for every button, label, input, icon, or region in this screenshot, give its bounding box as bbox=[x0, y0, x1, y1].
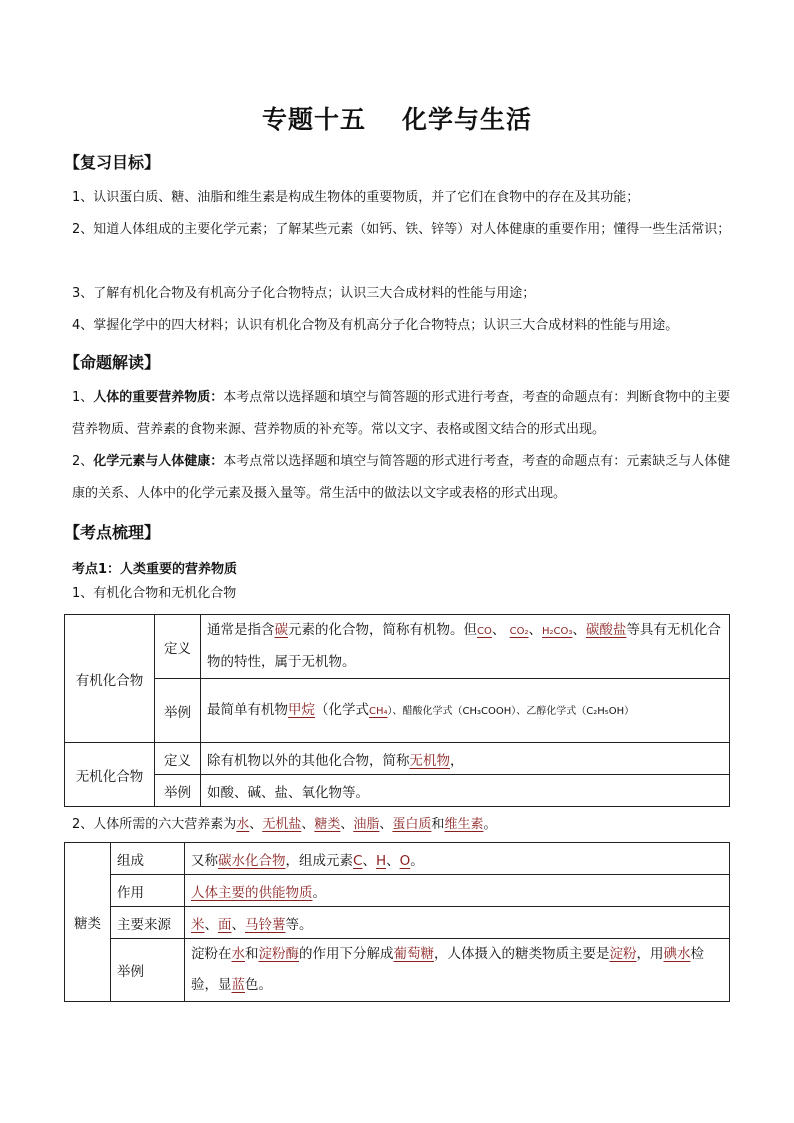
table-row bbox=[65, 615, 730, 679]
cell-example-label: 举例 bbox=[155, 679, 201, 743]
section-key-points: 【考点梳理】 bbox=[64, 523, 161, 542]
interpretation-2-heading: 化学元素与人体健康： bbox=[93, 454, 224, 469]
cell-organic-example: 最简单有机物甲烷（化学式CH₄）、醋酸化学式（CH₃COOH）、乙醇化学式（C₂H₅OH） bbox=[201, 679, 730, 743]
cell-example-label: 举例 bbox=[155, 775, 201, 807]
table-row bbox=[65, 743, 730, 775]
interpretation-1-heading: 人体的重要营养物质： bbox=[93, 390, 224, 405]
section-review-goals: 【复习目标】 bbox=[64, 153, 161, 172]
table-row bbox=[65, 939, 730, 1002]
cell-source-label: 主要来源 bbox=[111, 907, 185, 939]
cell-sugar: 糖类 bbox=[65, 843, 111, 1002]
table-organic-inorganic bbox=[64, 614, 730, 807]
cell-inorganic-definition: 除有机物以外的其他化合物，简称无机物， bbox=[201, 743, 730, 775]
interpretation-1: 1、人体的重要营养物质：本考点常以选择题和填空与简答题的形式进行考查，考查的命题点有：判断食物中的主要营养物质、营养素的食物来源、营养物质的补充等。常以文字、表格或图文结合的形式出现。 bbox=[72, 390, 731, 437]
cell-inorganic-example: 如酸、碱、盐、氧化物等。 bbox=[201, 775, 730, 807]
goal-4: 4、掌握化学中的四大材料；认识有机化合物及有机高分子化合物特点；认识三大合成材料的性能与用途。 bbox=[72, 318, 679, 333]
table-row bbox=[65, 875, 730, 907]
goal-2: 2、知道人体组成的主要化学元素；了解某些元素（如钙、铁、锌等）对人体健康的重要作用；懂得一些生活常识； bbox=[72, 222, 731, 237]
cell-sugar-example: 淀粉在水和淀粉酶的作用下分解成葡萄糖，人体摄入的糖类物质主要是淀粉，用碘水检验，显蓝色。 bbox=[185, 939, 730, 1002]
cell-organic: 有机化合物 bbox=[65, 615, 155, 743]
cell-composition: 又称碳水化合物，组成元素C、H、O。 bbox=[185, 843, 730, 875]
table-sugars bbox=[64, 842, 730, 1002]
cell-definition-label: 定义 bbox=[155, 615, 201, 679]
table1-caption: 1、有机化合物和无机化合物 bbox=[72, 586, 237, 601]
goal-3: 3、了解有机化合物及有机高分子化合物特点；认识三大合成材料的性能与用途； bbox=[72, 286, 536, 301]
cell-example-label: 举例 bbox=[111, 939, 185, 1002]
goal-1: 1、认识蛋白质、糖、油脂和维生素是构成生物体的重要物质，并了它们在食物中的存在及其功能； bbox=[72, 190, 640, 205]
six-nutrients-line: 2、人体所需的六大营养素为水、无机盐、糖类、油脂、蛋白质和维生素。 bbox=[72, 817, 497, 832]
cell-organic-definition: 通常是指含碳元素的化合物，简称有机物。但CO、 CO₂、H₂CO₃、碳酸盐等具有无机化合物的特性，属于无机物。 bbox=[201, 615, 730, 679]
key-point-1-heading: 考点1：人类重要的营养物质 bbox=[72, 562, 238, 577]
table-row bbox=[65, 907, 730, 939]
cell-function-label: 作用 bbox=[111, 875, 185, 907]
cell-composition-label: 组成 bbox=[111, 843, 185, 875]
title-topic: 专题十五 bbox=[261, 105, 366, 134]
title-subject: 化学与生活 bbox=[402, 105, 533, 134]
table-row bbox=[65, 679, 730, 743]
page-title bbox=[0, 100, 794, 136]
cell-definition-label: 定义 bbox=[155, 743, 201, 775]
table-row bbox=[65, 775, 730, 807]
cell-function: 人体主要的供能物质。 bbox=[185, 875, 730, 907]
interpretation-2: 2、化学元素与人体健康：本考点常以选择题和填空与简答题的形式进行考查，考查的命题点有：元素缺乏与人体健康的关系、人体中的化学元素及摄入量等。常生活中的做法以文字或表格的形式出现。 bbox=[72, 454, 731, 501]
table-row bbox=[65, 843, 730, 875]
cell-inorganic: 无机化合物 bbox=[65, 743, 155, 807]
cell-source: 米、面、马铃薯等。 bbox=[185, 907, 730, 939]
section-interpretation: 【命题解读】 bbox=[64, 353, 161, 372]
